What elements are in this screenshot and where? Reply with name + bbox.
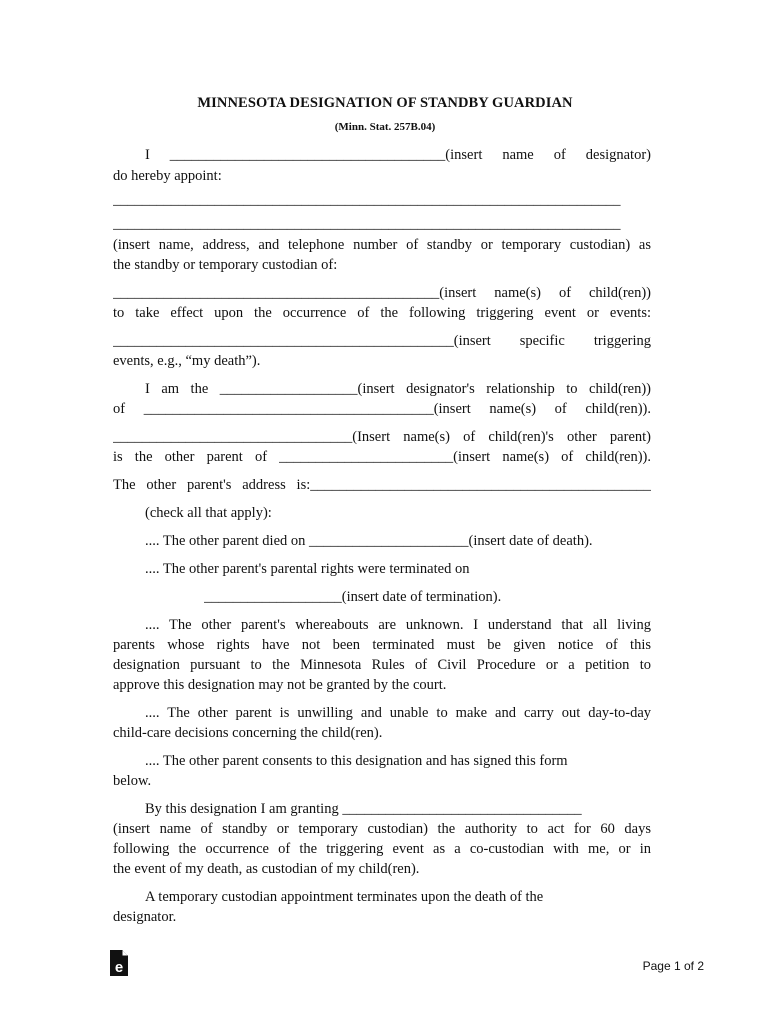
option-parent-consents: .... The other parent consents to this designation and has signed this form: [145, 753, 568, 769]
body-text-line: A temporary custodian appointment terminates upon the death of the: [145, 889, 544, 905]
body-text-line: designator.: [113, 909, 177, 925]
other-parent-address-line: The other parent's address is:_______________________________________________: [113, 477, 651, 493]
check-instruction: (check all that apply):: [145, 505, 272, 521]
body-text-line: (insert name of standby or temporary custodian) the authority to act for 60 days: [113, 821, 651, 837]
body-text-line: child-care decisions concerning the child(ren).: [113, 725, 383, 741]
custodian-blank-line: ______________________________________________________________________: [113, 192, 621, 208]
body-text-line: following the occurrence of the triggering event as a co-custodian with me, or in: [113, 841, 651, 857]
other-parent-name-line: _________________________________(Insert name(s) of child(ren)'s other parent): [113, 429, 651, 445]
body-text-line: (insert name, address, and telephone number of standby or temporary custodian) as: [113, 237, 651, 253]
triggering-event-line: _______________________________________________(insert specific triggering: [113, 333, 651, 349]
body-text-line: the standby or temporary custodian of:: [113, 257, 338, 273]
logo-letter: e: [114, 959, 124, 976]
page-number: Page 1 of 2: [642, 959, 704, 973]
relationship-line: I am the ___________________(insert designator's relationship to child(ren)): [145, 381, 651, 397]
body-text-line: approve this designation may not be granted by the court.: [113, 677, 447, 693]
child-name-line: _____________________________________________(insert name(s) of child(ren)): [113, 285, 651, 301]
body-text-line: to take effect upon the occurrence of the following triggering event or events:: [113, 305, 651, 321]
body-text-line: do hereby appoint:: [113, 168, 222, 184]
child-name-line: is the other parent of ________________________(insert name(s) of child(ren)).: [113, 449, 651, 465]
body-text-line: designation pursuant to the Minnesota Rules of Civil Procedure or a petition to: [113, 657, 651, 673]
document-title: MINNESOTA DESIGNATION OF STANDBY GUARDIAN: [197, 95, 573, 111]
option-parent-unwilling: .... The other parent is unwilling and unable to make and carry out day-to-day: [145, 705, 651, 721]
custodian-blank-line: ______________________________________________________________________: [113, 216, 621, 232]
option-whereabouts-unknown: .... The other parent's whereabouts are unknown. I understand that all living: [145, 617, 651, 633]
body-text-line: the event of my death, as custodian of my child(ren).: [113, 861, 420, 877]
granting-line: By this designation I am granting _________________________________: [145, 801, 582, 817]
body-text-line: below.: [113, 773, 152, 789]
body-text-line: events, e.g., “my death”).: [113, 353, 261, 369]
option-parent-died: .... The other parent died on ______________________(insert date of death).: [145, 533, 593, 549]
termination-date-line: ___________________(insert date of termination).: [204, 589, 502, 605]
eforms-logo-icon: [110, 950, 128, 976]
statute-reference: (Minn. Stat. 257B.04): [334, 121, 436, 133]
child-name-line: of ________________________________________(insert name(s) of child(ren)).: [113, 401, 651, 417]
option-rights-terminated: .... The other parent's parental rights were terminated on: [145, 561, 470, 577]
designator-line: I ______________________________________(insert name of designator): [145, 147, 651, 163]
body-text-line: parents whose rights have not been terminated must be given notice of this: [113, 637, 651, 653]
